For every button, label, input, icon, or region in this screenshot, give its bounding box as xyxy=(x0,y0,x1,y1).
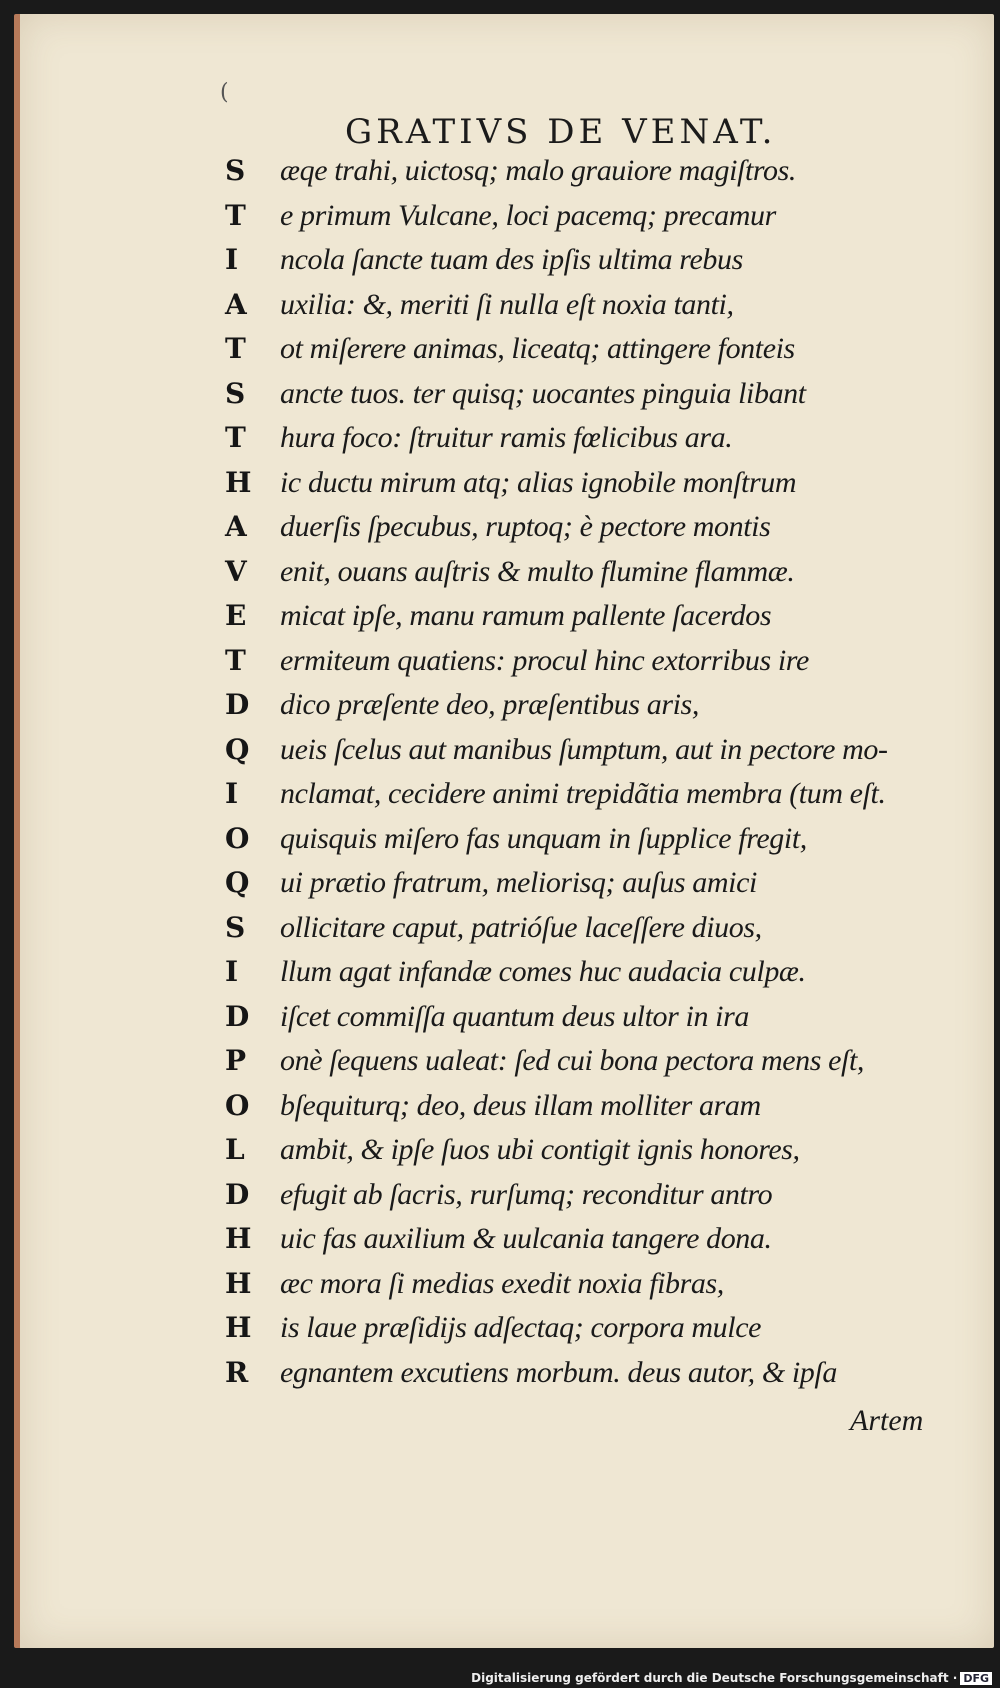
line-initial: R xyxy=(225,1355,249,1389)
line-initial: H xyxy=(225,1311,252,1344)
line-text: ambit, & ipſe ſuos ubi contigit ignis honores, xyxy=(280,1133,800,1166)
verse-line xyxy=(225,644,945,689)
line-text: e primum Vulcane, loci pacemq; precamur xyxy=(280,198,776,232)
line-text: onè ſequens ualeat: ſed cui bona pectora mens eſt, xyxy=(280,1044,865,1077)
line-initial: S xyxy=(225,910,246,944)
verse-line xyxy=(225,243,945,288)
verse-line xyxy=(225,1222,945,1267)
line-text: ancte tuos. ter quisq; uocantes pinguia libant xyxy=(280,376,806,410)
running-header: GRATIVS DE VENAT. xyxy=(345,112,777,152)
verse-line xyxy=(225,599,945,644)
verse-line xyxy=(225,1089,945,1134)
line-text: ollicitare caput, patrióſue laceſſere diuos, xyxy=(280,910,762,944)
line-text: æc mora ſi medias exedit noxia fibras, xyxy=(280,1266,724,1300)
line-initial: T xyxy=(225,198,246,232)
line-initial: I xyxy=(225,955,239,988)
line-text: micat ipſe, manu ramum pallente ſacerdos xyxy=(280,599,772,632)
verse-line xyxy=(225,733,945,778)
verse-line xyxy=(225,199,945,244)
line-text: ic ductu mirum atq; alias ignobile monſtrum xyxy=(280,465,797,499)
line-initial: Q xyxy=(225,732,250,766)
line-text: quisquis miſero fas unquam in ſupplice fregit, xyxy=(280,821,807,855)
line-initial: D xyxy=(225,999,250,1033)
line-initial: H xyxy=(225,465,252,499)
line-initial: D xyxy=(225,1177,250,1211)
dfg-logo: DFG xyxy=(960,1672,992,1685)
verse-lines xyxy=(225,154,945,1400)
line-text: llum agat infandæ comes huc audacia culpæ. xyxy=(280,955,806,988)
verse-line xyxy=(225,332,945,377)
line-text: ermiteum quatiens: procul hinc extorribus ire xyxy=(280,643,809,677)
verse-line xyxy=(225,510,945,555)
verse-line xyxy=(225,1000,945,1045)
line-text: bſequiturq; deo, deus illam molliter aram xyxy=(280,1088,761,1122)
verse-line xyxy=(225,377,945,422)
line-initial: D xyxy=(225,688,250,721)
verse-line xyxy=(225,911,945,956)
line-text: uxilia: &, meriti ſi nulla eſt noxia tanti, xyxy=(280,287,734,321)
verse-line xyxy=(225,822,945,867)
line-initial: V xyxy=(225,554,247,588)
line-initial: O xyxy=(225,821,250,855)
verse-line xyxy=(225,555,945,600)
line-initial: S xyxy=(225,154,246,187)
verse-line xyxy=(225,1356,945,1401)
verse-line xyxy=(225,1178,945,1223)
line-initial: S xyxy=(225,376,246,410)
verse-line xyxy=(225,421,945,466)
catchword: Artem xyxy=(850,1404,924,1437)
line-text: dico præſente deo, præſentibus aris, xyxy=(280,688,699,721)
verse-line xyxy=(225,1133,945,1178)
line-text: nclamat, cecidere animi trepidãtia membra (tum eſt. xyxy=(280,777,886,810)
verse-line xyxy=(225,777,945,822)
verse-line xyxy=(225,288,945,333)
verse-line xyxy=(225,1267,945,1312)
verse-line xyxy=(225,466,945,511)
line-initial: A xyxy=(225,510,247,543)
verse-line xyxy=(225,1311,945,1356)
line-initial: A xyxy=(225,287,247,321)
line-text: iſcet commiſſa quantum deus ultor in ira xyxy=(280,999,749,1033)
line-text: ot miſerere animas, liceatq; attingere fonteis xyxy=(280,332,795,365)
line-text: enit, ouans auſtris & multo flumine flammæ. xyxy=(280,554,795,588)
digitization-credit xyxy=(471,1671,992,1685)
line-initial: I xyxy=(225,777,239,810)
line-text: is laue præſidijs adſectaq; corpora mulce xyxy=(280,1311,762,1344)
line-text: ui prætio fratrum, meliorisq; auſus amici xyxy=(280,866,757,899)
line-text: hura foco: ſtruitur ramis fœlicibus ara. xyxy=(280,421,733,454)
verse-line xyxy=(225,688,945,733)
margin-mark: ( xyxy=(220,80,229,105)
line-initial: E xyxy=(225,599,247,632)
line-initial: H xyxy=(225,1266,252,1300)
line-initial: T xyxy=(225,643,246,677)
line-text: uic fas auxilium & uulcania tangere dona. xyxy=(280,1222,772,1255)
verse-line xyxy=(225,955,945,1000)
line-initial: H xyxy=(225,1222,252,1255)
line-text: efugit ab ſacris, rurſumq; reconditur antro xyxy=(280,1177,773,1211)
line-text: æqe trahi, uictosq; malo grauiore magiſtros. xyxy=(280,154,797,187)
line-initial: Q xyxy=(225,866,250,899)
line-initial: I xyxy=(225,243,239,276)
line-initial: T xyxy=(225,332,246,365)
verse-line xyxy=(225,866,945,911)
line-text: egnantem excutiens morbum. deus autor, & ipſa xyxy=(280,1355,837,1389)
line-text: ueis ſcelus aut manibus ſumptum, aut in pectore mo- xyxy=(280,732,888,766)
book-page xyxy=(14,14,994,1648)
line-initial: T xyxy=(225,421,246,454)
verse-line xyxy=(225,1044,945,1089)
line-text: duerſis ſpecubus, ruptoq; è pectore montis xyxy=(280,510,771,543)
line-initial: P xyxy=(225,1044,247,1077)
line-initial: O xyxy=(225,1088,250,1122)
line-text: ncola ſancte tuam des ipſis ultima rebus xyxy=(280,243,743,276)
line-initial: L xyxy=(225,1133,245,1166)
credit-text: Digitalisierung gefördert durch die Deutsche Forschungsgemeinschaft · xyxy=(471,1671,958,1685)
verse-line xyxy=(225,154,945,199)
